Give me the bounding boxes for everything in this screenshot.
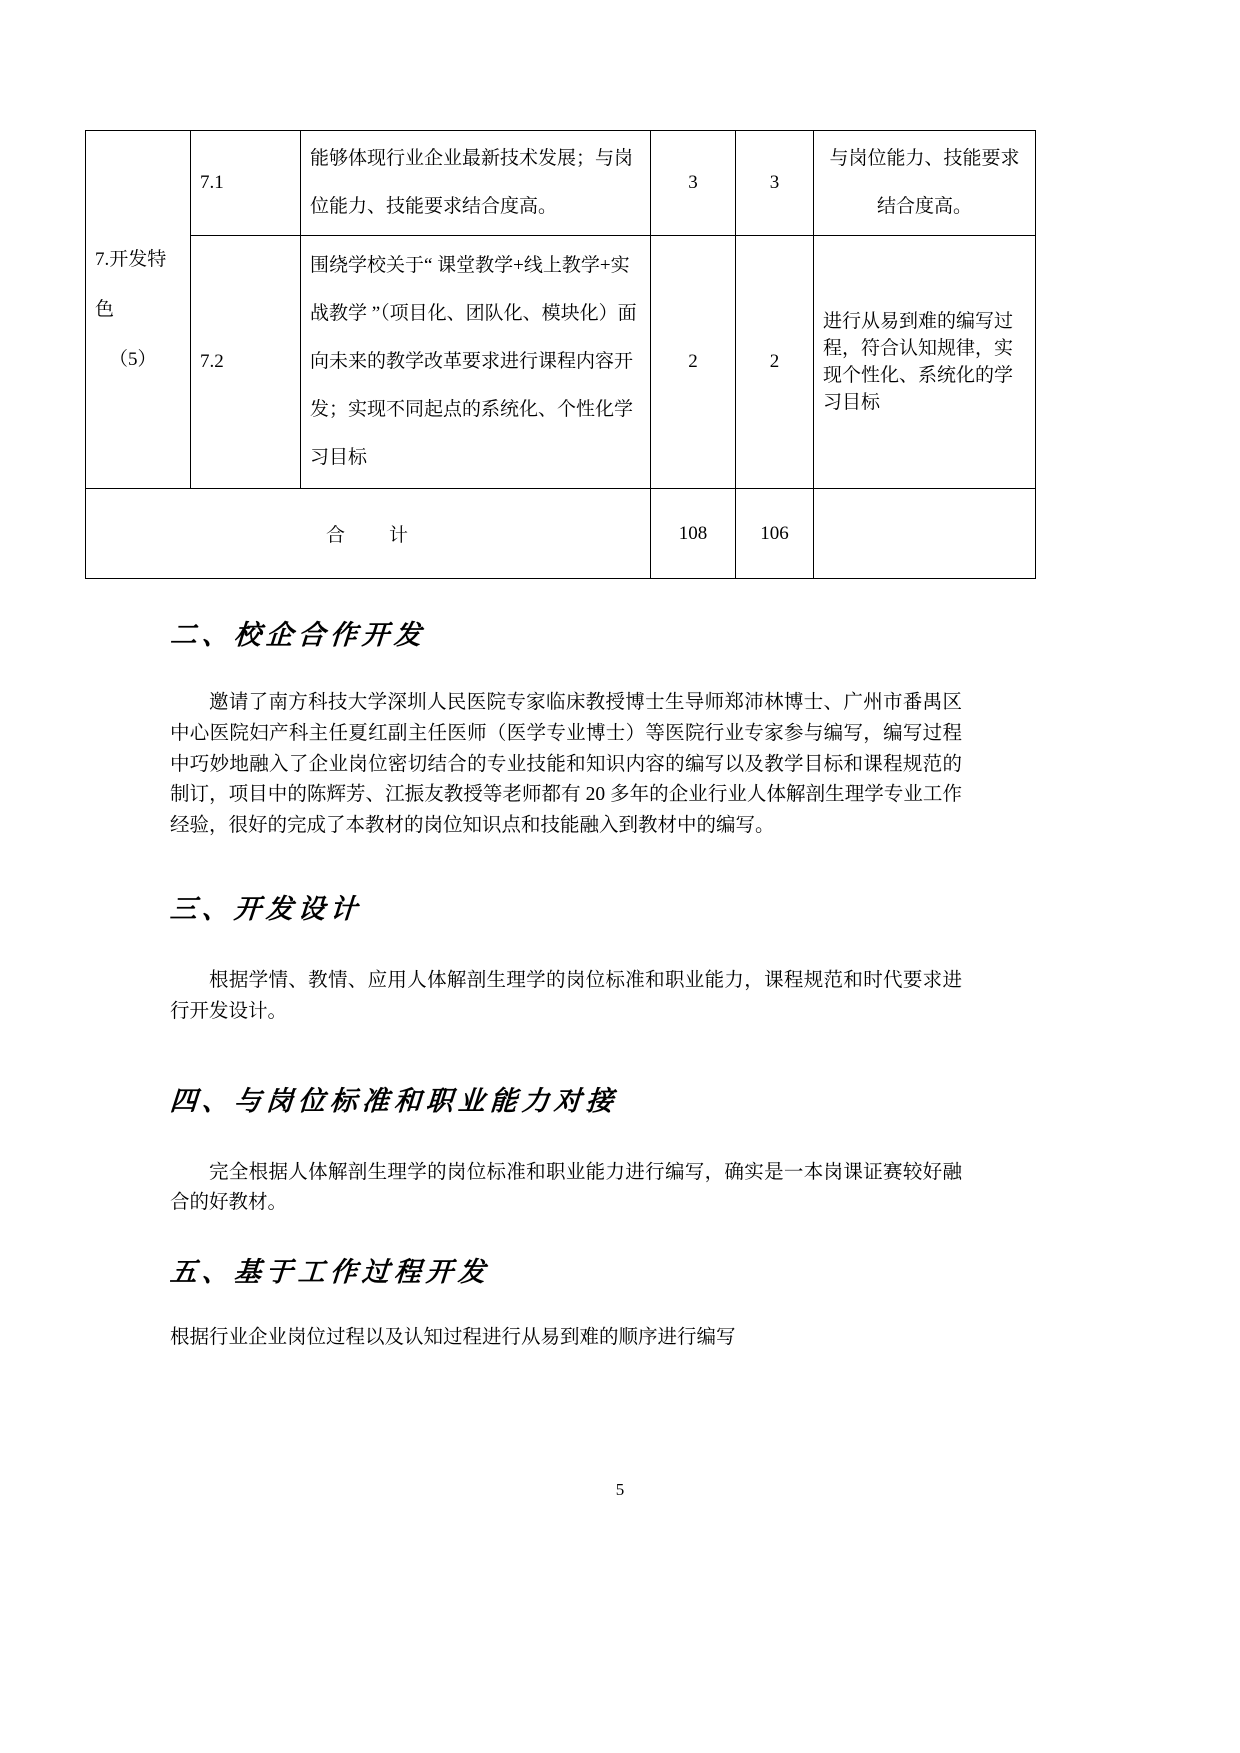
section-paragraph-design: 根据学情、教情、应用人体解剖生理学的岗位标准和职业能力，课程规范和时代要求进行开发设计。 <box>170 969 962 1022</box>
table-cell-score-b: 3 <box>736 131 814 236</box>
table-cell-description: 围绕学校关于“ 课堂教学+线上教学+实战教学 ”（项目化、团队化、模块化）面向未来的教学改革要求进行课程内容开发；实现不同起点的系统化、个性化学习目标 <box>301 236 651 489</box>
group-label-line1: 7.开发特色 <box>95 248 167 320</box>
section-heading-cooperation: 二、校企合作开发 <box>168 620 428 650</box>
group-label-line2: （5） <box>109 348 157 370</box>
table-cell-total-a: 108 <box>651 489 736 579</box>
section-paragraph-cooperation: 邀请了南方科技大学深圳人民医院专家临床教授博士生导师郑沛林博士、广州市番禺区中心医院妇产科主任夏红副主任医师（医学专业博士）等医院行业专家参与编写，编写过程中巧妙地融入了企业岗位密切结合的专业技能和知识内容的编写以及教学目标和课程规范的制订，项目中的陈辉芳、江振友教授等老师都有 20 多年的企业行业人体解剖生理学专业工作经验，很好的完成了本教材的岗位知识点和技能融入到教材中的编写。 <box>170 692 962 837</box>
table-cell-remark: 进行从易到难的编写过程，符合认知规律，实现个性化、系统化的学习目标 <box>814 236 1036 489</box>
table-cell-total-label: 合 计 <box>86 489 651 579</box>
table-cell-remark: 与岗位能力、技能要求结合度高。 <box>814 131 1036 236</box>
section-heading-work-process: 五、基于工作过程开发 <box>168 1257 492 1288</box>
document-body <box>170 618 962 1354</box>
table-row <box>86 236 1036 489</box>
table-cell-description: 能够体现行业企业最新技术发展；与岗位能力、技能要求结合度高。 <box>301 131 651 236</box>
table-cell-score-a: 3 <box>651 131 736 236</box>
page-number: 5 <box>615 1480 625 1499</box>
section-paragraph-work-process: 根据行业企业岗位过程以及认知过程进行从易到难的顺序进行编写 <box>170 1327 736 1349</box>
table-cell-group <box>86 131 191 489</box>
section-paragraph-standards: 完全根据人体解剖生理学的岗位标准和职业能力进行编写，确实是一本岗课证赛较好融合的好教材。 <box>170 1161 962 1214</box>
table-cell-score-b: 2 <box>736 236 814 489</box>
table-row <box>86 131 1036 236</box>
section-heading-standards: 四、与岗位标准和职业能力对接 <box>168 1085 620 1116</box>
table-total-row <box>86 489 1036 579</box>
table-cell-item-id: 7.1 <box>191 131 301 236</box>
evaluation-table <box>85 130 1036 579</box>
section-heading-design: 三、开发设计 <box>168 893 364 924</box>
table-cell-total-b: 106 <box>736 489 814 579</box>
table-cell-total-remark <box>814 489 1036 579</box>
table-cell-item-id: 7.2 <box>191 236 301 489</box>
table-cell-score-a: 2 <box>651 236 736 489</box>
